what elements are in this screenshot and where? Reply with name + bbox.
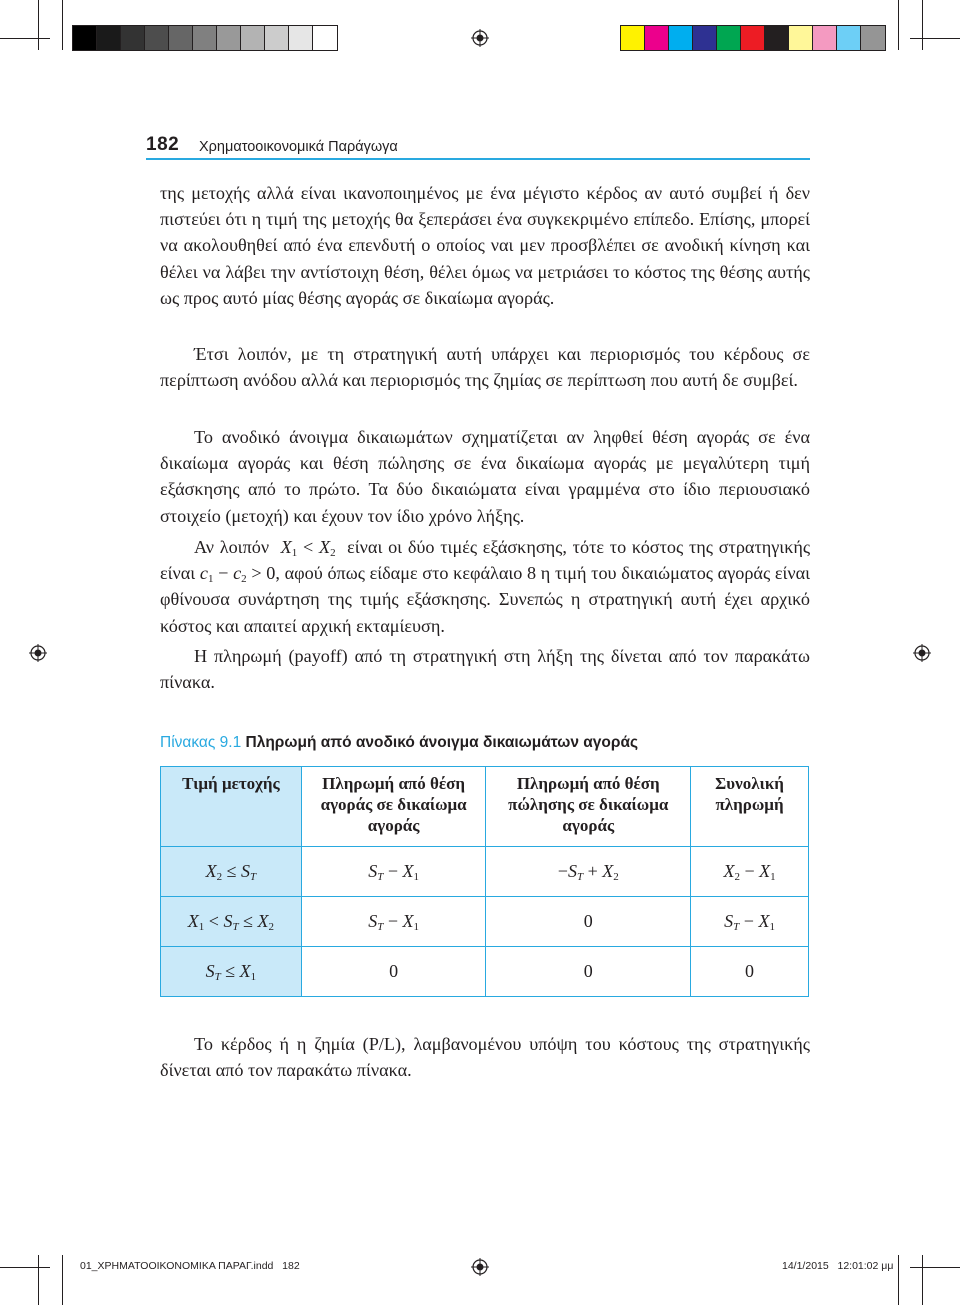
paragraph-2 xyxy=(160,341,810,393)
cell-zero: 0 xyxy=(486,947,691,997)
cell-zero: 0 xyxy=(486,897,691,947)
cell-st-minus-x1: $S_T - X_1$ xyxy=(301,897,486,947)
cell-neg-st-plus-x2: $-S_T + X_2$ xyxy=(486,847,691,897)
color-swatch xyxy=(789,26,813,50)
crop-mark xyxy=(898,0,899,50)
color-swatch xyxy=(121,26,145,50)
cell-condition-st-le-x1: $S_T \le X_1$ xyxy=(161,947,302,997)
table-header-row xyxy=(161,767,809,847)
cell-st-minus-x1: $S_T - X_1$ xyxy=(301,847,486,897)
crop-mark xyxy=(38,0,39,50)
header-total-payoff: Συνολική πληρωμή xyxy=(691,767,809,847)
color-swatch xyxy=(693,26,717,50)
crop-mark xyxy=(910,1267,960,1268)
formula-x1-lt-x2: $X_1 < X_2$ xyxy=(280,537,336,559)
registration-mark-icon xyxy=(913,644,931,662)
color-swatch xyxy=(193,26,217,50)
header-rule xyxy=(146,158,810,160)
page-number: 182 xyxy=(146,134,180,155)
registration-mark-icon xyxy=(471,29,489,47)
color-swatch xyxy=(621,26,645,50)
payoff-table xyxy=(160,766,809,997)
table-caption-label: Πίνακας 9.1 xyxy=(160,734,242,751)
registration-mark-icon xyxy=(471,1258,489,1276)
cell-condition-x1-lt-st-le-x2: $X_1 < S_T \le X_2$ xyxy=(161,897,302,947)
crop-mark xyxy=(62,1255,63,1305)
color-swatch xyxy=(645,26,669,50)
paragraph-3-text: Το ανοδικό άνοιγμα δικαιωμάτων σχηματίζεται αν ληφθεί θέση αγοράς σε ένα δικαίωμα αγοράς και θέση πώλησης σε ένα δικαίωμα αγοράς με μεγαλύτερη τιμή εξάσκησης από το πρώτο. Τα δύο δικαιώματα είναι γραμμένα στο ίδιο περιουσιακό στοιχείο (μετοχή) και έχουν τον ίδιο χρόνο λήξης. xyxy=(160,427,810,526)
paragraph-1 xyxy=(160,180,810,311)
color-swatch xyxy=(217,26,241,50)
cell-condition-x2-le-st: $X_2 \le S_T$ xyxy=(161,847,302,897)
paragraph-5-text: Η πληρωμή (payoff) από τη στρατηγική στη λήξη της δίνεται από τον παρακάτω πίνακα. xyxy=(160,646,810,693)
crop-mark xyxy=(922,0,923,50)
header-stock-price: Τιμή μετοχής xyxy=(161,767,302,847)
color-swatch xyxy=(73,26,97,50)
crop-mark xyxy=(0,1267,50,1268)
color-swatch xyxy=(861,26,885,50)
slug-date-time: 14/1/2015 12:01:02 μμ xyxy=(782,1260,894,1272)
crop-mark xyxy=(38,1255,39,1305)
slug-file-name: 01_ΧΡΗΜΑΤΟΟΙΚΟΝΟΜΙΚΑ ΠΑΡΑΓ.indd 182 xyxy=(80,1260,300,1272)
crop-mark xyxy=(0,38,50,39)
cell-zero: 0 xyxy=(301,947,486,997)
color-swatch xyxy=(145,26,169,50)
paragraph-4 xyxy=(160,534,810,639)
paragraph-1-text: της μετοχής αλλά είναι ικανοποιημένος με ένα μέγιστο κέρδος αν αυτό συμβεί ή δεν πιστεύει ότι η τιμή της μετοχής θα ξεπεράσει ένα συγκεκριμένο επίπεδο. Επίσης, μπορεί να ακολουθηθεί από ένα επενδυτή ο οποίος ναι μεν προσβλέπει σε ανοδική κίνηση και θέλει να λάβει την αντίστοιχη θέση, θέλει όμως να μετριάσει το κόστος της θέσης αυτής ως προς αυτό μίας θέσης αγοράς σε δικαίωμα αγοράς. xyxy=(160,183,810,308)
color-swatch xyxy=(837,26,861,50)
cell-st-minus-x1: $S_T - X_1$ xyxy=(691,897,809,947)
color-swatch xyxy=(241,26,265,50)
color-swatch xyxy=(265,26,289,50)
table-caption xyxy=(160,734,638,752)
color-swatch xyxy=(169,26,193,50)
color-swatch xyxy=(97,26,121,50)
registration-mark-icon xyxy=(29,644,47,662)
process-color-bar xyxy=(620,25,886,51)
crop-mark xyxy=(898,1255,899,1305)
color-swatch xyxy=(289,26,313,50)
crop-mark xyxy=(922,1255,923,1305)
paragraph-4-end: , αφού όπως είδαμε στο κεφάλαιο 8 η τιμή του δικαιώματος αγοράς είναι φθίνουσα συνάρτηση της τιμής εξάσκησης. Συνεπώς η στρατηγική αυτή έχει αρχικό κόστος και απαιτεί αρχική εκταμίευση. xyxy=(160,563,811,636)
paragraph-5 xyxy=(160,643,810,695)
formula-c1-minus-c2: $c_1 - c_2 > 0$ xyxy=(199,563,276,586)
color-swatch xyxy=(741,26,765,50)
color-swatch xyxy=(765,26,789,50)
paragraph-2-text: Έτσι λοιπόν, με τη στρατηγική αυτή υπάρχει και περιορισμός του κέρδους σε περίπτωση ανόδου αλλά και περιορισμός της ζημίας σε περίπτωση που αυτή δε συμβεί. xyxy=(160,344,810,391)
header-short-call-payoff: Πληρωμή από θέση πώλησης σε δικαίωμα αγοράς xyxy=(486,767,691,847)
header-long-call-payoff: Πληρωμή από θέση αγοράς σε δικαίωμα αγοράς xyxy=(301,767,486,847)
paragraph-3 xyxy=(160,424,810,529)
color-swatch xyxy=(313,26,337,50)
crop-mark xyxy=(910,38,960,39)
table-row xyxy=(161,897,809,947)
table-row xyxy=(161,947,809,997)
paragraph-6 xyxy=(160,1031,810,1083)
cell-x2-minus-x1: $X_2 - X_1$ xyxy=(691,847,809,897)
color-swatch xyxy=(717,26,741,50)
table-row xyxy=(161,847,809,897)
gray-color-bar xyxy=(72,25,338,51)
cell-zero: 0 xyxy=(691,947,809,997)
table-caption-title: Πληρωμή από ανοδικό άνοιγμα δικαιωμάτων αγοράς xyxy=(245,734,639,751)
paragraph-6-text: Το κέρδος ή η ζημία (P/L), λαμβανομένου υπόψη του κόστους της στρατηγικής δίνεται από τον παρακάτω πίνακα. xyxy=(160,1034,810,1081)
crop-mark xyxy=(62,0,63,50)
color-swatch xyxy=(669,26,693,50)
paragraph-4-start: Αν λοιπόν xyxy=(194,537,270,557)
paragraph-4-middle: είναι οι δύο τιμές εξάσκησης, τότε το κόστος της στρατηγικής είναι xyxy=(160,537,811,584)
running-title: Χρηματοοικονομικά Παράγωγα xyxy=(199,139,398,155)
color-swatch xyxy=(813,26,837,50)
